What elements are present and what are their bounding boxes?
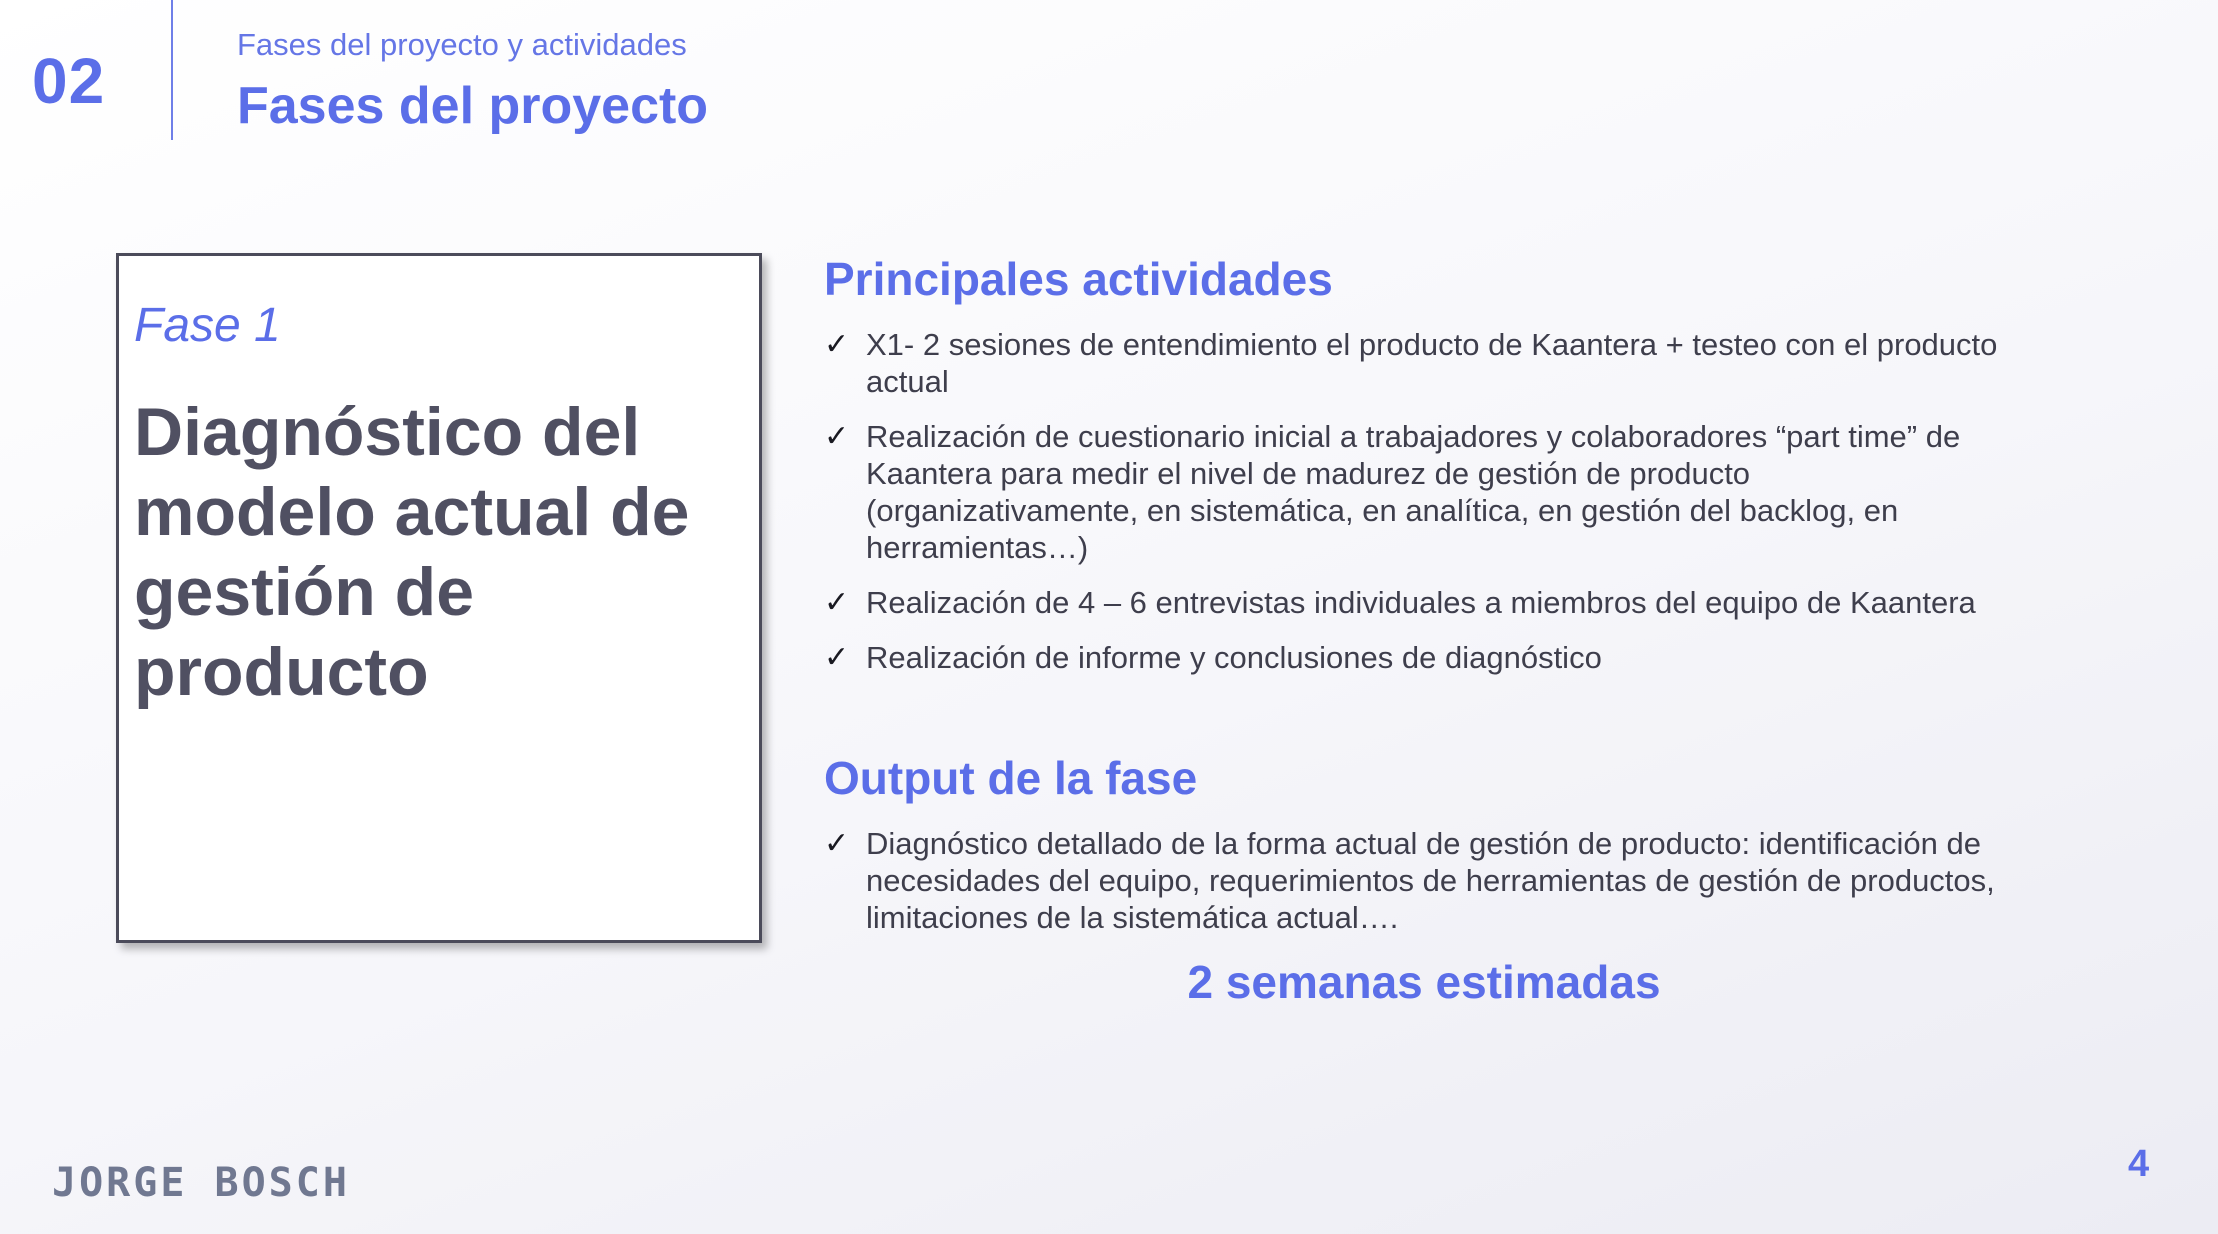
activities-heading: Principales actividades <box>824 253 1333 305</box>
page-title: Fases del proyecto <box>237 77 709 135</box>
output-heading: Output de la fase <box>824 752 1198 804</box>
activity-item <box>824 639 2024 676</box>
activity-item <box>824 584 2024 621</box>
phase-label: Fase 1 <box>134 299 281 352</box>
output-item <box>824 825 2024 936</box>
activity-text: Realización de 4 – 6 entrevistas individuales a miembros del equipo de Kaantera <box>866 585 1976 620</box>
brand-logo: JORGE BOSCH <box>52 1160 350 1206</box>
activities-list <box>824 326 2024 694</box>
check-icon: ✓ <box>824 420 850 453</box>
output-text: Diagnóstico detallado de la forma actual de gestión de producto: identificación de necesidades del equipo, requerimientos de herramientas de gestión de productos, limitaciones de la sistemática actual…. <box>866 826 1995 935</box>
duration-estimate: 2 semanas estimadas <box>1187 956 1661 1008</box>
activity-item <box>824 326 2024 400</box>
output-list <box>824 825 2024 954</box>
phase-card <box>116 253 762 943</box>
phase-title: Diagnóstico del modelo actual de gestión de producto <box>134 394 690 710</box>
check-icon: ✓ <box>824 586 850 619</box>
section-number: 02 <box>32 45 106 117</box>
activity-item <box>824 418 2024 566</box>
header-subtitle: Fases del proyecto y actividades <box>237 27 687 62</box>
activity-text: X1- 2 sesiones de entendimiento el producto de Kaantera + testeo con el producto actual <box>866 327 1998 399</box>
page-number: 4 <box>2128 1143 2150 1185</box>
check-icon: ✓ <box>824 641 850 674</box>
activity-text: Realización de informe y conclusiones de diagnóstico <box>866 640 1602 675</box>
activity-text: Realización de cuestionario inicial a trabajadores y colaboradores “part time” de Kaantera para medir el nivel de madurez de gestión de producto (organizativamente, en sistemática, en analítica, en gestión del backlog, en herramientas…) <box>866 419 1961 565</box>
check-icon: ✓ <box>824 328 850 361</box>
check-icon: ✓ <box>824 827 850 860</box>
section-divider <box>171 0 173 140</box>
